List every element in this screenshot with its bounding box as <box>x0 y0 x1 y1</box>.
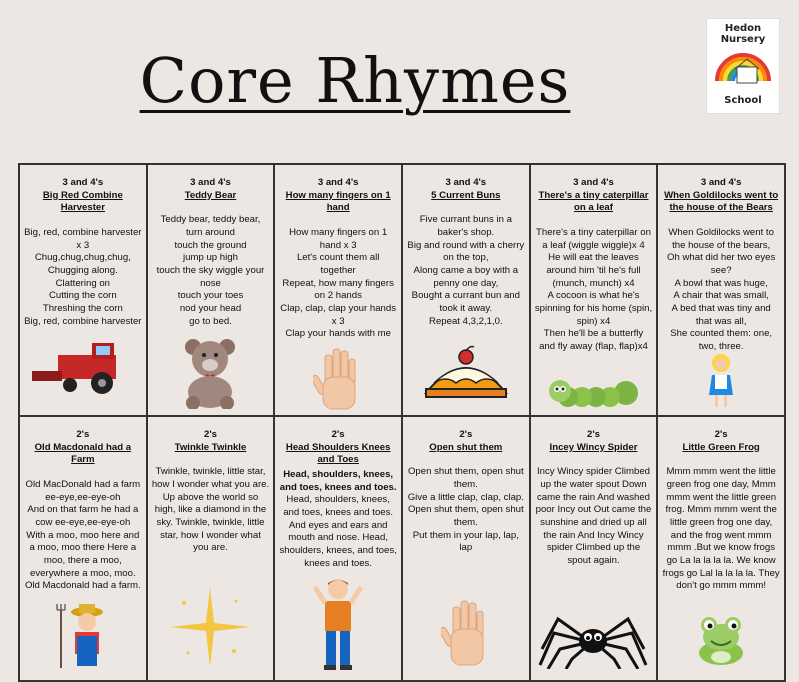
rhyme-title: 5 Current Buns <box>431 189 501 201</box>
rhymes-grid <box>18 163 786 682</box>
rhyme-title: There's a tiny caterpillar on a leaf <box>538 189 649 214</box>
age-label: 2's <box>459 429 473 440</box>
rhyme-text: Head, shoulders, knees, and toes, knees and toes. And eyes and ears and mouth and nose. Head, shoulders, knees, and toes, knees and toes. <box>279 494 397 569</box>
age-label: 3 and 4's <box>190 177 231 188</box>
rhyme-card-twinkle <box>147 416 275 681</box>
age-label: 2's <box>204 429 217 440</box>
rhyme-title: Little Green Frog <box>682 441 760 453</box>
rhyme-text: Mmm mmm went the little green frog one day, Mmm mmm went the little green frog. Mmm mmm went the little green frog one day, and the frog went mmm mmm .But we know frogs go La la la la la. We know frogs go Lal la la la la. They don't go mmm mmm! <box>662 466 780 592</box>
rhyme-card-fingers <box>274 164 402 416</box>
goldilocks-icon <box>658 353 784 409</box>
rhyme-title: Head Shoulders Knees and Toes <box>285 441 391 466</box>
rhyme-title: Old Macdonald had a Farm <box>34 441 132 466</box>
rhyme-text: There's a tiny caterpillar on a leaf (wiggle wiggle)x 4 He will eat the leaves around him 'til he's full (munch, munch) x4 A cocoon is what he's spinning for his home (spin, spin) x4 Then he'll be a butterfly and fly away (flap, flap)x4 <box>534 226 653 352</box>
age-label: 3 and 4's <box>317 177 359 188</box>
age-label: 2's <box>714 429 728 440</box>
rhyme-text: Teddy bear, teddy bear, turn around touch the ground jump up high touch the sky wiggle your nose touch your toes nod your head go to bed. <box>156 214 265 327</box>
rhyme-bold-line: Head, shoulders, knees, and toes, knees and toes. <box>279 468 397 493</box>
age-label: 3 and 4's <box>700 177 742 188</box>
boy-icon <box>275 577 401 673</box>
caterpillar-icon <box>531 373 657 413</box>
age-label: 2's <box>587 429 600 440</box>
rhyme-text: When Goldilocks went to the house of the bears, Oh what did her two eyes see? A bowl that was huge, A chair that was small, A bed that was tiny and that was all, She counted them: one, two, three. <box>667 226 776 352</box>
rhyme-title: When Goldilocks went to the house of the Bears <box>664 189 779 214</box>
hand-icon <box>403 599 529 669</box>
rhyme-title: Teddy Bear <box>184 189 237 201</box>
rhyme-card-teddy-bear <box>147 164 275 416</box>
logo-school-label: School <box>724 95 762 106</box>
age-label: 3 and 4's <box>62 177 104 188</box>
rhyme-card-little-green-frog <box>657 416 785 681</box>
rhyme-card-open-shut <box>402 416 530 681</box>
page-title: Core Rhymes <box>139 44 571 117</box>
star-icon <box>148 587 274 667</box>
age-label: 3 and 4's <box>573 177 614 188</box>
rhyme-text: How many fingers on 1 hand x 3 Let's count them all together Repeat, how many fingers on 2 hands Clap, clap, clap your hands x 3 Clap your hands with me <box>280 226 397 340</box>
rhyme-card-caterpillar <box>530 164 658 416</box>
logo-school-name: Hedon Nursery <box>720 23 766 45</box>
rhyme-card-incey-wincy <box>530 416 658 681</box>
age-label: 2's <box>76 429 90 440</box>
age-label: 3 and 4's <box>445 177 487 188</box>
rhyme-title: Big Red Combine Harvester <box>42 189 123 214</box>
rhyme-text: Twinkle, twinkle, little star, how I wonder what you are. Up above the world so high, like a diamond in the sky. Twinkle, twinkle, little star, how I wonder what you are. <box>151 466 270 554</box>
rhyme-title: Twinkle Twinkle <box>174 441 247 453</box>
rhyme-card-old-macdonald <box>19 416 147 681</box>
rhyme-text: Incy Wincy spider Climbed up the water spout Down came the rain And washed poor Incy out Out came the sunshine and dried up all the rain And Incy Wincy spider Climbed up the spout again. <box>535 466 652 566</box>
rhyme-title: Open shut them <box>429 441 503 453</box>
rhyme-card-combine-harvester <box>19 164 147 416</box>
age-label: 2's <box>331 429 345 440</box>
rhyme-card-goldilocks <box>657 164 785 416</box>
rhyme-text: Big, red, combine harvester x 3 Chug,chug,chug,chug, Chugging along. Clattering on Cutting the corn Threshing the corn Big, red, combine harvester <box>24 226 142 327</box>
rhyme-card-head-shoulders <box>274 416 402 681</box>
spider-icon <box>531 609 657 669</box>
frog-icon <box>658 613 784 667</box>
hand-icon <box>275 347 401 413</box>
rhyme-title: Incey Wincy Spider <box>549 441 638 453</box>
combine-harvester-icon <box>20 337 146 397</box>
rhyme-text: Five currant buns in a baker's shop. Big and round with a cherry on the top, Along came a boy with a penny one day, Bought a currant bun and took it away. Repeat 4,3,2,1,0. <box>407 214 525 327</box>
rhyme-card-currant-buns <box>402 164 530 416</box>
teddy-bear-icon <box>148 337 274 409</box>
rhyme-text: Old MacDonald had a farm ee-eye,ee-eye-oh And on that farm he had a cow ee-eye,ee-eye-oh With a moo, moo here and a moo, moo there Here a moo, there a moo, everywhere a moo, moo. Old Macdonald had a farm. <box>24 478 141 592</box>
rhyme-title: How many fingers on 1 hand <box>285 189 391 214</box>
rhyme-text: Open shut them, open shut them. Give a little clap, clap, clap. Open shut them, open shut them. Put them in your lap, lap, lap <box>407 466 524 554</box>
farmer-icon <box>20 602 146 672</box>
school-logo <box>706 18 780 114</box>
currant-bun-icon <box>403 345 529 405</box>
